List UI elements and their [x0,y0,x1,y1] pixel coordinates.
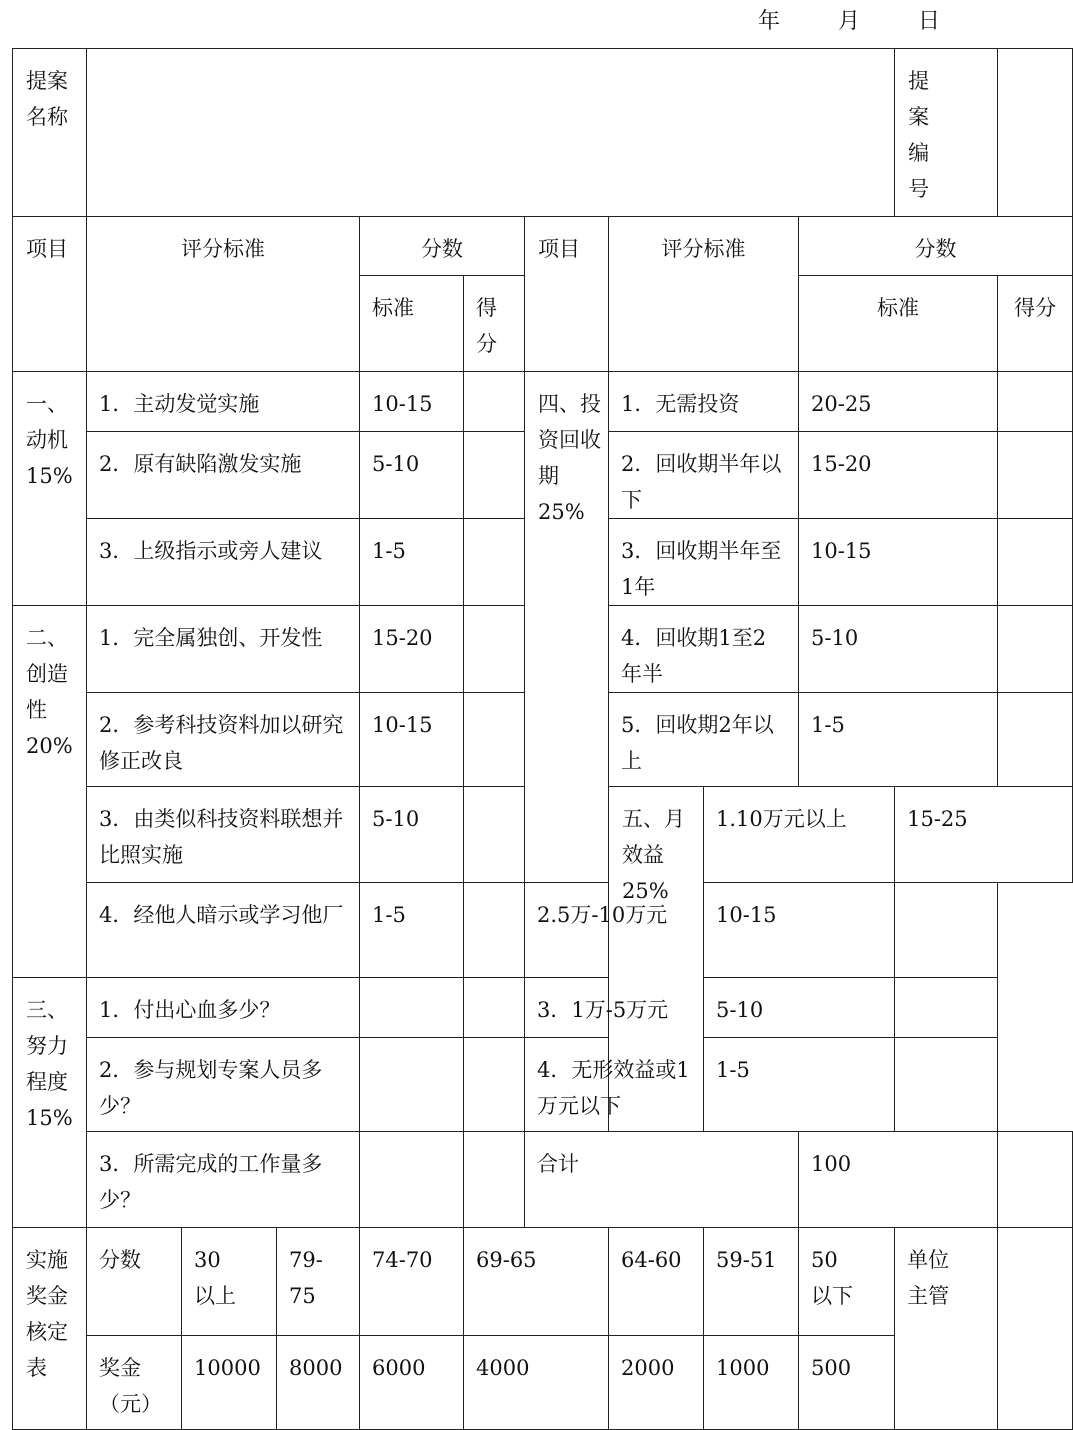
supervisor-label: 单位主管 [895,1228,998,1430]
award-score-4: 69-65 [464,1228,609,1336]
payback-criteria-4: 4．回收期1至2年半 [609,606,799,693]
award-score-5: 64-60 [609,1228,704,1336]
award-label: 实施奖金核定表 [13,1228,87,1430]
col-standard-left: 标准 [360,276,464,372]
section-payback-label: 四、投资回收期25% [525,372,609,883]
effort-standard-2 [360,1038,464,1132]
motive-score-3[interactable] [464,519,525,606]
motive-standard-2: 5-10 [360,432,464,519]
effort-standard-3 [360,1132,464,1228]
award-score-6: 59-51 [704,1228,799,1336]
creativity-criteria-2: 2．参考科技资料加以研究修正改良 [87,693,360,787]
motive-score-1[interactable] [464,372,525,432]
benefit-standard-1: 15-25 [895,787,1073,883]
creativity-score-2[interactable] [464,693,525,787]
award-score-label: 分数 [87,1228,182,1336]
creativity-standard-4: 1-5 [360,883,464,978]
payback-score-4[interactable] [998,606,1073,693]
award-bonus-3: 6000 [360,1336,464,1430]
award-score-2: 79-75 [277,1228,360,1336]
award-score-7: 50以下 [799,1228,895,1336]
proposal-no-field[interactable] [998,49,1073,217]
payback-score-5[interactable] [998,693,1073,787]
payback-criteria-2: 2．回收期半年以下 [609,432,799,519]
effort-criteria-1: 1．付出心血多少？ [87,978,360,1038]
payback-standard-5: 1-5 [799,693,998,787]
benefit-criteria-4: 4．无形效益或1万元以下 [525,1038,704,1132]
effort-criteria-3: 3．所需完成的工作量多少？ [87,1132,360,1228]
effort-score-1[interactable] [464,978,525,1038]
payback-score-1[interactable] [998,372,1073,432]
creativity-score-1[interactable] [464,606,525,693]
month-label: 月 [838,9,861,34]
payback-score-2[interactable] [998,432,1073,519]
proposal-no-label: 提案编号 [895,49,998,217]
supervisor-signature[interactable] [998,1228,1073,1430]
total-score[interactable] [998,1132,1073,1228]
total-label: 合计 [525,1132,799,1228]
effort-score-3[interactable] [464,1132,525,1228]
creativity-standard-1: 15-20 [360,606,464,693]
award-bonus-6: 1000 [704,1336,799,1430]
creativity-score-3[interactable] [464,787,525,883]
col-standard-right: 标准 [799,276,998,372]
motive-standard-3: 1-5 [360,519,464,606]
creativity-criteria-3: 3．由类似科技资料联想并比照实施 [87,787,360,883]
payback-criteria-5: 5．回收期2年以上 [609,693,799,787]
payback-standard-3: 10-15 [799,519,998,606]
creativity-criteria-1: 1．完全属独创、开发性 [87,606,360,693]
benefit-score-4[interactable] [895,1038,998,1132]
creativity-score-4[interactable] [464,883,525,978]
award-bonus-label: 奖金（元） [87,1336,182,1430]
proposal-score-table [12,48,1073,1430]
payback-criteria-1: 1．无需投资 [609,372,799,432]
creativity-criteria-4: 4．经他人暗示或学习他厂 [87,883,360,978]
motive-score-2[interactable] [464,432,525,519]
payback-score-3[interactable] [998,519,1073,606]
year-label: 年 [758,9,781,34]
section-effort-label: 三、努力程度15% [13,978,87,1228]
payback-standard-2: 15-20 [799,432,998,519]
section-creativity-label: 二、创造性20% [13,606,87,978]
col-got-right: 得分 [998,276,1073,372]
award-bonus-7: 500 [799,1336,895,1430]
col-criteria-left: 评分标准 [87,217,360,372]
award-bonus-4: 4000 [464,1336,609,1430]
effort-standard-1 [360,978,464,1038]
proposal-name-field[interactable] [87,49,895,217]
benefit-standard-2: 10-15 [704,883,895,978]
award-score-3: 74-70 [360,1228,464,1336]
col-criteria-right: 评分标准 [609,217,799,372]
section-benefit-label: 五、月效益25% [609,787,704,1132]
motive-criteria-1: 1．主动发觉实施 [87,372,360,432]
date-line [758,4,940,35]
creativity-standard-2: 10-15 [360,693,464,787]
col-item-right: 项目 [525,217,609,372]
col-got-left: 得分 [464,276,525,372]
award-bonus-5: 2000 [609,1336,704,1430]
col-score-right: 分数 [799,217,1073,276]
payback-standard-1: 20-25 [799,372,998,432]
payback-standard-4: 5-10 [799,606,998,693]
payback-criteria-3: 3．回收期半年至1年 [609,519,799,606]
section-motive-label: 一、动机15% [13,372,87,606]
motive-criteria-2: 2．原有缺陷激发实施 [87,432,360,519]
proposal-name-label: 提案名称 [13,49,87,217]
motive-standard-1: 10-15 [360,372,464,432]
col-score-left: 分数 [360,217,525,276]
day-label: 日 [918,9,941,34]
award-bonus-1: 10000 [182,1336,277,1430]
effort-criteria-2: 2．参与规划专案人员多少？ [87,1038,360,1132]
award-bonus-2: 8000 [277,1336,360,1430]
benefit-criteria-1: 1.10万元以上 [704,787,895,883]
benefit-score-2[interactable] [895,883,998,978]
creativity-standard-3: 5-10 [360,787,464,883]
motive-criteria-3: 3．上级指示或旁人建议 [87,519,360,606]
effort-score-2[interactable] [464,1038,525,1132]
col-item-left: 项目 [13,217,87,372]
benefit-standard-3: 5-10 [704,978,895,1038]
total-standard: 100 [799,1132,998,1228]
benefit-criteria-2: 2.5万-10万元 [525,883,704,978]
benefit-standard-4: 1-5 [704,1038,895,1132]
award-score-1: 30以上 [182,1228,277,1336]
benefit-score-3[interactable] [895,978,998,1038]
benefit-criteria-3: 3．1万-5万元 [525,978,704,1038]
